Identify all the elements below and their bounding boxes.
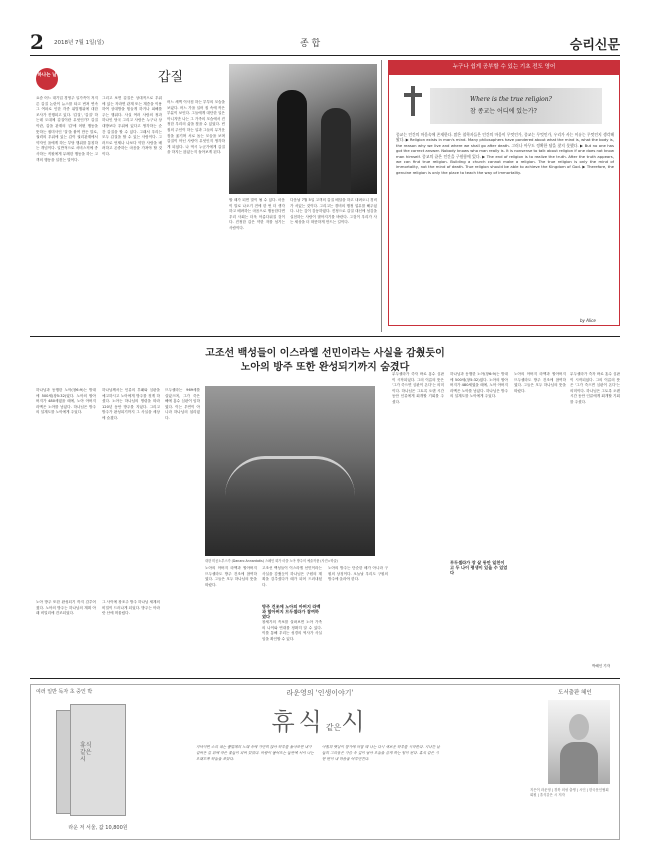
ad-tagline: 여러 일반 독자 초 중인 박 [36,689,93,695]
person-figure [321,108,351,194]
author-head [569,714,589,740]
article-text: 하나님께서는 인류의 부패와 심판을 예고하시고 노아에게 방주를 짓게 하셨다. 노아는 하나님의 명령을 따라 120년 동안 방주를 지었다. 그리고 방주가 완성되기까지 그 사실을 세상에 숨겼다. [102,388,160,420]
section-divider [30,336,620,337]
section-divider [30,678,620,679]
ark-shape [225,456,355,496]
article-text: 다음날 7월 5일 고객의 갑질 배달을 하고 내려오니 경비가 서있는 것이다. 그리고는 경비의 행정 업무를 해주었다. 나는 깊이 감동하였다. 진정으로 갑질 대신에 섬김을 실천하는 사람이 많아지기를 바란다. 그것이 우리가 사는 세상을 더 따뜻하게 만드는 길이다. [290,198,377,225]
box-header: 누구나 쉽게 공부할 수 있는 기초 전도 영어 [388,60,620,74]
article-text: 하나님과 동행한 노아(창6:9)는 방대에 500세(창5:32)였다. 노아의 할아버지가 480세였을 때에, 노아 아버지 라멕은 노아를 낳았다. 하나님은 방주의 설계도를 노아에게 주었다. [450,372,508,399]
article-text: 할 때가 되면 말이 될 수 있다. 마음이 말로 나오기 전에 한 번 더 생각하고 배려하는 마음으로 행동한다면 우리 사회는 더욱 아름다워질 것이다. 진정한 갑은 약한 자를 섬기는 사람이다. [229,198,285,230]
article-text: 무두셀라가 죽자 바로 홍수 심판이 시작되었다. 그의 이름의 뜻은 '그가 죽으면 심판이 온다'는 의미이다. 하나님은 그토록 오랜 시간 동안 인류에게 회개할 기회를 주셨다. [570,372,620,404]
cross-icon [404,86,422,116]
page-header [30,30,620,56]
headline-line1: 고조선 백성들이 이스라엘 선민이라는 사실을 감췄듯이 [205,348,445,359]
article-byline: 박혜인 기자 [592,664,611,668]
person-figure [277,90,307,194]
book-cover-stack [56,700,138,818]
ad-title-part: 휴식 [271,708,326,736]
publisher-name: 도서출판 혜인 [558,690,592,696]
article-text: 고조선 백성들이 이스라엘 선민이라는 사실을 감췄듯이 하나님은 구원의 계획을 감추셨다가 때가 되어 드러내셨다. [262,566,322,587]
headline-line2: 노아의 방주 또한 완성되기까지 숨겼다 [240,362,410,373]
page-number: 2 [30,30,44,54]
page-date: 2018년 7월 1일(일) [54,40,105,46]
book-price: 라운 저 서울, 값 10,800원 [68,825,128,831]
article-text: 어느 새벽 이사짐 하는 부부의 모습을 보았다. 어느 가을 일어 집 속에 작은 부분이 보인다. 그들에게 대단한 일은 아니지만 나는 그 가족의 모습에서 진정한 우리의 삶을 찾을 수 있었다. 빈 집의 주인이 하는 일과 그들의 무거운 짐을 옮기며 서로 돕는 모습을 보며 갑질이 아닌 사랑이 무엇인지 생각하게 되었다. 나 역시 누군가에게 갑질을 하지는 않았는지 돌아보게 된다. [167,100,225,155]
article-text: 노아의 방주는 단순한 배가 아니라 구원의 상징이다. 오늘날 우리도 구원의 방주에 올라야 한다. [328,566,388,582]
column-badge: 하나는 날 [36,68,58,90]
section-name: 종 합 [300,39,321,49]
box-byline: by Alice [580,318,596,323]
ad-title-part: 시 [341,708,369,736]
article-text: 므두셀라는 969세를 살았으며, 그가 죽은 해에 홍수 심판이 임하였다. 이는 우연이 아니라 하나님의 섭리였다. [165,388,200,420]
ad-title [200,702,440,737]
article-title: 갑질 [158,70,184,85]
photo-caption: 대한 미공노부스가 (Danaro Annardatis) 스페인 화가 마을 노아 방주의 예술작품 (사진=학술) [205,559,338,563]
article-text: 요즘 어느 대기업 경영주 일가족이 저지른 갑질 논란이 뉴스를 타고 번져 연속 그 여파로 인한 각종 위법행위에 대한 조사가 진행되고 있다. '갑질', '갑질' 하는데 도대체 갑질이란 무엇인가? 갑질이란, 갑을 관계의 '갑'에 어떤 행동을 뜻하는 접미사인 '질'을 붙여 만든 말로, 권력의 우위에 있는 갑이 권리관계에서 약자인 을에게 하는 부당 행위를 통칭하는 개념이다. 일반적으로 서비스직에 종사하는 직원에게 무례한 행동을 하는 고객의 행동을 일컫는 말이다. [36,96,98,162]
author-photo [548,700,610,784]
article-text: 노아 방주 또한 완성되기 까지 감추어졌다. 노아의 방주는 하나님의 계획 아래 비밀리에 건조되었다. [36,600,96,616]
book-cover [70,704,126,816]
column-divider [381,60,382,332]
article-photo [229,64,377,194]
article-text: 그 사이에 창조주 방주 하나님 세계의 비밀이 드러나게 되었다. 방주는 아라랏 산에 머물렀다. [102,600,160,616]
ad-poem: 저녁이면 소리 내는 풀벌레의 노래 속에 가만히 앉아 하루를 돌아보면 내가 걸어온 길 위에 작은 꽃들이 피어 있었다. 바람이 불어오는 들판에 서서 나는 오래도록 하늘을 보았다. [196,745,314,761]
newspaper-name: 승리신문 [569,38,620,53]
article-text: 노아의 아버지 라멕과 할아버지 므두셀라도 방주 건조에 참여하였다. 그들은 모두 하나님의 뜻을 따랐다. [514,372,566,393]
article-subheading: 무두셀라가 장 살 동안 일천이고 두 나이 평생이 있을 수 있었다 [450,560,508,576]
article-text: 창세기의 족보를 살펴보면 노아 가족의 나이와 연대를 정확히 알 수 있다. 이를 통해 우리는 성경의 역사가 사실임을 확인할 수 있다. [262,620,322,641]
box-title-korean: 참 종교는 어디에 있는가? [470,108,537,115]
box-body-text: 종교는 인간의 마음속에 존재한다. 많은 철학자들은 인간의 마음이 무엇인가, 종교는 무엇인가, 우리가 사는 이유는 무엇인지 생각해 왔다. ▶ Religion exists in man's mind. Many philosophers have pondered about what the mind is, what the body is, the reason why we live and where we shall go after death. 그러나 아무도 정확한 답을 찾지 못했다. ▶ But no one has got the correct answer. Nobody knows who man really is. It is nonsense to talk about religion if one does not know man himself. 종교의 끝은 인간을 구원함에 있다. ▶ The end of religion is to realize the truth. After the truth appears, we can find true religion. Building a church cannot make a religion. The true religion is only the mind of immortality, not the mind of death. True religion should be able to achieve the Kingdom of God. ▶ Therefore, the genuine religion is only the place to teach the way of immortality. [396,132,614,175]
ad-poem: 아침의 햇살이 창가에 머물 때 나는 다시 새로운 하루를 시작한다. 지나간 날들의 그리움은 가슴 속 깊이 남아 오늘을 살게 하는 힘이 된다. 휴식 같은 시 한 편이 내 마음을 어루만진다. [322,745,440,761]
author-bio: 지은이 라운영 | 경북 의성 출생 | 시인 | 한국문인협회 회원 | 휴식같은 시 저자 [530,788,609,797]
author-body [560,742,598,784]
article-text: 그리고 보면 갑질은 상대적으로 우위에 있는 자라면 관계 또는 계층을 이용하여 상대방을 힘들게 하거나 피해를 주는 행위다. 사실 여러 사람의 정과 하나인 당국 그리고 사람은 누구나 상대방보다 우위에 있다고 생각하는 순간 갑질을 할 수 있다. 그래서 우리는 모두 갑질을 할 수 있는 사람이다. 그러므로 언제나 나보다 약한 사람을 배려하고 존중하는 마음을 가져야 할 것이다. [102,96,162,156]
book-cover-title: 휴식같은시 [80,742,92,763]
article-text: 무두셀라가 죽자 바로 홍수 심판이 시작되었다. 그의 이름의 뜻은 '그가 죽으면 심판이 온다'는 의미이다. 하나님은 그토록 오랜 시간 동안 인류에게 회개할 기회를 주셨다. [392,372,444,404]
article-text: 노아의 아버지 라멕과 할아버지 므두셀라도 방주 건조에 참여하였다. 그들은 모두 하나님의 뜻을 따랐다. [205,566,257,587]
ark-painting-photo [205,386,375,556]
box-title-english: Where is the true religion? [470,96,552,103]
article-text: 하나님과 동행한 노아(창6:9)는 방대에 500세(창5:32)였다. 노아의 할아버지가 480세였을 때에, 노아 아버지 라멕은 노아를 낳았다. 하나님은 방주의 설계도를 노아에게 주었다. [36,388,96,415]
ad-title-small: 같은 [325,723,342,732]
article-subheading: 방주 건조에 노아의 아버지 라멕과 할아버지 므두셀라가 참여하였다 [262,604,321,620]
ad-subtitle: 라운영의 '인생이야기' [286,689,354,697]
